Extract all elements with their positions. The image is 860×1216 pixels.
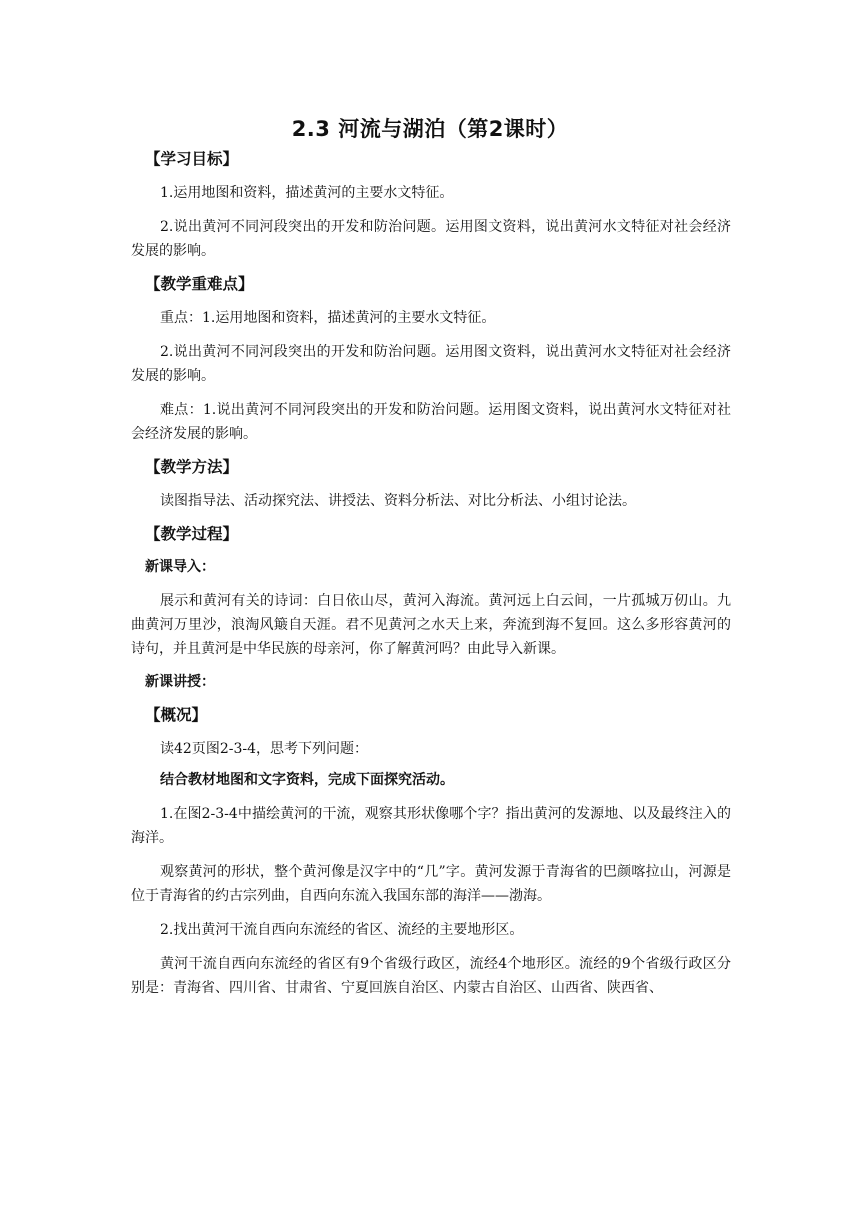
answer-2: 黄河干流自西向东流经的省区有9个省级行政区，流经4个地形区。流经的9个省级行政区分别是：青海省、四川省、甘肃省、宁夏回族自治区、内蒙古自治区、山西省、陕西省、: [131, 956, 731, 996]
question-2: 2.找出黄河干流自西向东流经的省区、流经的主要地形区。: [160, 922, 524, 938]
key-points-heading: 【教学重难点】: [145, 275, 254, 293]
methods-heading: 【教学方法】: [145, 458, 239, 476]
question-1: 1.在图2-3-4中描绘黄河的干流，观察其形状像哪个字？指出黄河的发源地、以及最终注入的海洋。: [131, 806, 731, 846]
difficulty-1: 难点：1.说出黄河不同河段突出的开发和防治问题。运用图文资料，说出黄河水文特征对社会经济发展的影响。: [131, 402, 731, 442]
objectives-heading: 【学习目标】: [145, 150, 239, 168]
answer-1: 观察黄河的形状，整个黄河像是汉字中的“几”字。黄河发源于青海省的巴颜喀拉山，河源是位于青海省的约古宗列曲，自西向东流入我国东部的海洋——渤海。: [131, 864, 731, 904]
overview-heading: 【概况】: [145, 706, 208, 724]
key-point-1: 重点：1.运用地图和资料，描述黄河的主要水文特征。: [160, 310, 496, 326]
process-heading: 【教学过程】: [145, 525, 239, 543]
methods-text: 读图指导法、活动探究法、讲授法、资料分析法、对比分析法、小组讨论法。: [160, 493, 636, 509]
objective-1: 1.运用地图和资料，描述黄河的主要水文特征。: [160, 185, 454, 201]
activity-instruction: 结合教材地图和文字资料，完成下面探究活动。: [160, 772, 454, 788]
page-title: 2.3 河流与湖泊（第2课时）: [291, 117, 569, 141]
lecture-label: 新课讲授：: [145, 674, 215, 690]
intro-label: 新课导入：: [145, 559, 215, 575]
read-instruction: 读42页图2-3-4，思考下列问题：: [160, 741, 368, 757]
document-body: [131, 148, 731, 1010]
objective-2: 2.说出黄河不同河段突出的开发和防治问题。运用图文资料，说出黄河水文特征对社会经济发展的影响。: [131, 219, 731, 259]
key-point-2: 2.说出黄河不同河段突出的开发和防治问题。运用图文资料，说出黄河水文特征对社会经济发展的影响。: [131, 344, 731, 384]
intro-text: 展示和黄河有关的诗词：白日依山尽，黄河入海流。黄河远上白云间，一片孤城万仞山。九曲黄河万里沙，浪淘风簸自天涯。君不见黄河之水天上来，奔流到海不复回。这么多形容黄河的诗句，并且黄河是中华民族的母亲河，你了解黄河吗？由此导入新课。: [131, 593, 731, 657]
